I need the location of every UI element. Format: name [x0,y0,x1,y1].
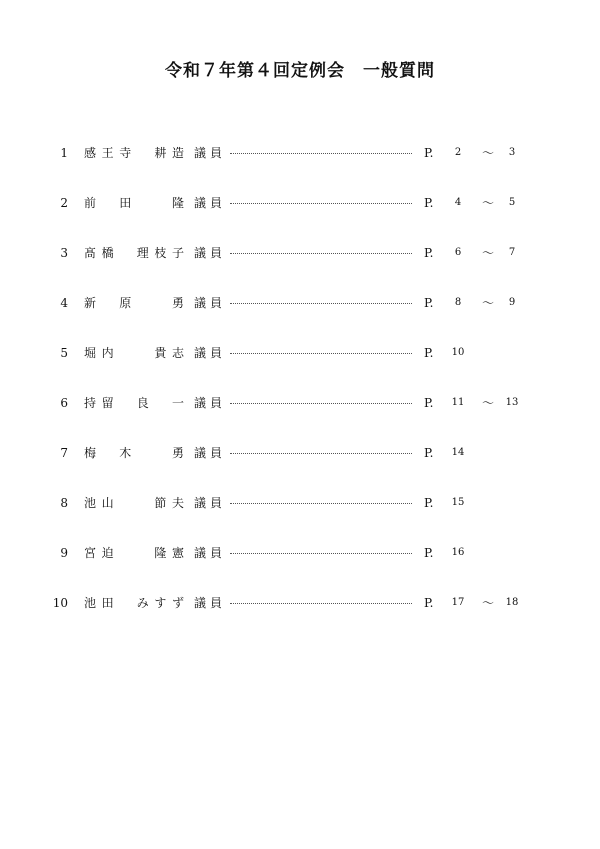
dotted-leader [230,153,412,154]
page-start: 15 [451,497,465,508]
page-title: 令和７年第４回定例会 一般質問 [165,61,435,81]
name-char: 隆 [171,196,184,210]
name-char: 新 [84,296,97,310]
page-end: 9 [508,297,516,308]
name-char: み [136,596,149,610]
name-char: 田 [101,596,114,610]
member-name [84,543,184,563]
name-char: 木 [119,446,132,460]
page-start: 2 [454,147,462,158]
entry-number: 3 [60,246,68,260]
member-role: 議員 [194,496,227,510]
name-char [119,243,131,263]
name-char: 造 [171,146,184,160]
name-char: 勇 [171,446,184,460]
page-start: 8 [454,297,462,308]
dotted-leader [230,603,412,604]
toc-entry [0,143,600,163]
name-char: 夫 [171,496,184,510]
toc-entry [0,443,600,463]
name-char [154,293,166,313]
name-char: 田 [119,196,132,210]
name-char: 王 [101,146,114,160]
name-char [137,293,149,313]
dotted-leader [230,303,412,304]
member-name [84,343,184,363]
name-char [154,443,166,463]
member-role: 議員 [194,596,227,610]
name-char [119,543,131,563]
member-name [84,193,184,213]
name-char: 憲 [171,546,184,560]
member-name [84,293,184,313]
name-char: 志 [171,346,184,360]
name-char [102,443,114,463]
page-start: 6 [454,247,462,258]
name-char: す [154,596,167,610]
dotted-leader [230,203,412,204]
page-start: 11 [451,397,465,408]
page-start: 17 [451,597,465,608]
page-prefix: P. [424,546,434,560]
dotted-leader [230,453,412,454]
toc-entry [0,543,600,563]
name-char: 感 [84,146,97,160]
entry-number: 2 [60,196,68,210]
name-char [102,193,114,213]
name-char: 迫 [101,546,114,560]
name-char: 橋 [101,246,114,260]
toc-entry [0,343,600,363]
name-char [137,493,149,513]
entry-number: 10 [52,596,68,610]
page-end: 13 [505,397,519,408]
name-char: 隆 [154,546,167,560]
entry-number: 4 [60,296,68,310]
name-char: 貴 [154,346,167,360]
page-prefix: P. [424,396,434,410]
name-char [154,393,166,413]
page-prefix: P. [424,246,434,260]
name-char [137,343,149,363]
member-role: 議員 [194,246,227,260]
page-prefix: P. [424,146,434,160]
member-role: 議員 [194,346,227,360]
dotted-leader [230,553,412,554]
member-name [84,493,184,513]
member-name [84,443,184,463]
page-start: 4 [454,197,462,208]
page-end: 18 [505,597,519,608]
name-char: 枝 [154,246,167,260]
entry-number: 1 [60,146,68,160]
name-char [137,193,149,213]
member-role: 議員 [194,146,227,160]
member-name [84,143,184,163]
member-role: 議員 [194,196,227,210]
page-range-tilde: ～ [482,296,495,310]
name-char: 耕 [154,146,167,160]
page-range-tilde: ～ [482,196,495,210]
page-end: 3 [508,147,516,158]
page-prefix: P. [424,446,434,460]
name-char: 節 [154,496,167,510]
toc-entry [0,393,600,413]
name-char: 原 [119,296,132,310]
member-name [84,593,184,613]
entry-number: 8 [60,496,68,510]
member-role: 議員 [194,446,227,460]
page-end: 7 [508,247,516,258]
member-role: 議員 [194,546,227,560]
page-prefix: P. [424,196,434,210]
name-char: 前 [84,196,97,210]
page-range-tilde: ～ [482,396,495,410]
member-role: 議員 [194,396,227,410]
member-role: 議員 [194,296,227,310]
dotted-leader [230,503,412,504]
page-prefix: P. [424,496,434,510]
name-char: 子 [171,246,184,260]
dotted-leader [230,253,412,254]
name-char: ず [171,596,184,610]
member-name [84,393,184,413]
name-char [119,393,131,413]
name-char: 勇 [171,296,184,310]
name-char: 寺 [119,146,132,160]
name-char [119,493,131,513]
page-range-tilde: ～ [482,146,495,160]
page-start: 14 [451,447,465,458]
toc-entry [0,493,600,513]
page-prefix: P. [424,596,434,610]
name-char: 一 [171,396,184,410]
page-range-tilde: ～ [482,246,495,260]
page-start: 10 [451,347,465,358]
name-char [119,343,131,363]
name-char [137,143,149,163]
name-char: 髙 [84,246,97,260]
entry-number: 7 [60,446,68,460]
name-char [154,193,166,213]
toc-entry [0,193,600,213]
name-char: 梅 [84,446,97,460]
entry-number: 6 [60,396,68,410]
name-char: 山 [101,496,114,510]
dotted-leader [230,353,412,354]
name-char [119,593,131,613]
toc-entry [0,243,600,263]
name-char: 宮 [84,546,97,560]
name-char: 良 [136,396,149,410]
page-start: 16 [451,547,465,558]
name-char: 池 [84,496,97,510]
page-prefix: P. [424,296,434,310]
member-name [84,243,184,263]
name-char [102,293,114,313]
toc-entry [0,593,600,613]
name-char: 理 [136,246,149,260]
name-char [137,443,149,463]
entry-number: 5 [60,346,68,360]
name-char: 堀 [84,346,97,360]
name-char: 持 [84,396,97,410]
toc-entry [0,293,600,313]
name-char: 内 [101,346,114,360]
entry-number: 9 [60,546,68,560]
dotted-leader [230,403,412,404]
name-char: 池 [84,596,97,610]
name-char: 留 [101,396,114,410]
page-prefix: P. [424,346,434,360]
name-char [137,543,149,563]
page-end: 5 [508,197,516,208]
page-range-tilde: ～ [482,596,495,610]
